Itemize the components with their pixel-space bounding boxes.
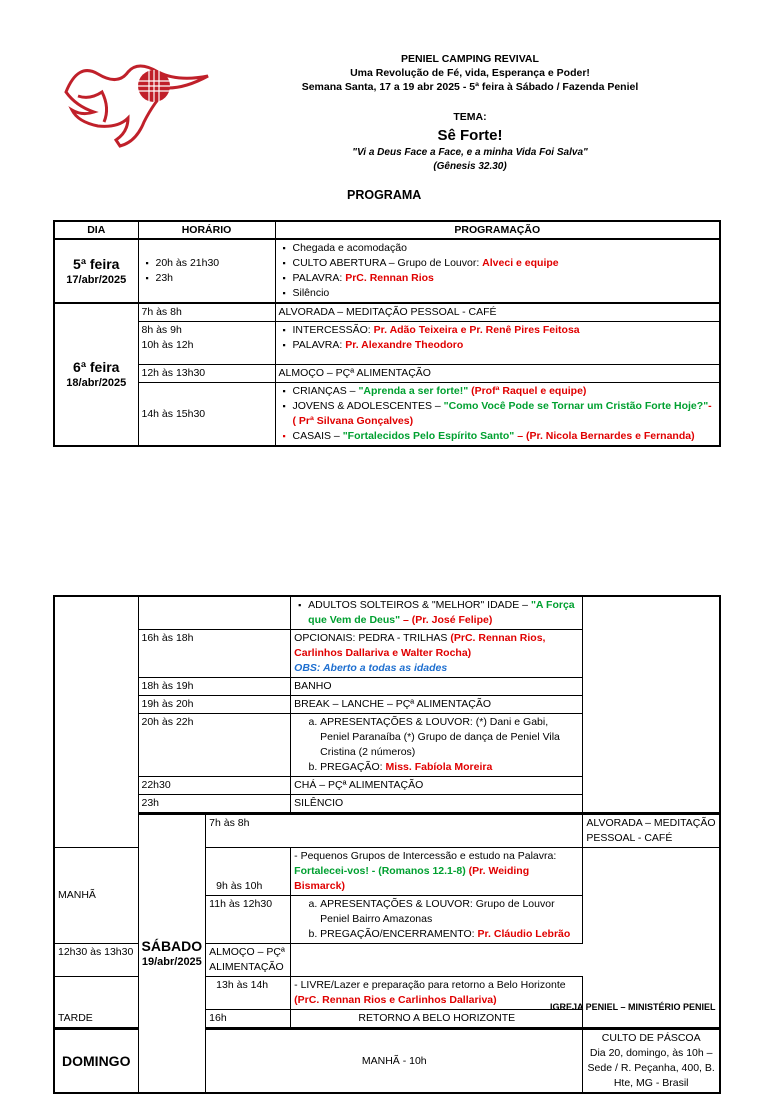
event-dates: Semana Santa, 17 a 19 abr 2025 - 5ª feira à Sábado / Fazenda Peniel xyxy=(301,81,639,93)
program-heading: PROGRAMA xyxy=(347,188,422,202)
time-cell xyxy=(138,322,275,365)
program-cell xyxy=(291,714,583,777)
item-text: CULTO DE PÁSCOA xyxy=(601,1032,701,1044)
program-cell xyxy=(275,383,720,447)
item-highlight: – (Pr. Nicola Bernardes e Fernanda) xyxy=(514,430,695,442)
table-row xyxy=(54,714,720,777)
item-highlight: – (Pr. José Felipe) xyxy=(400,614,493,626)
item-text: CRIANÇAS – xyxy=(292,385,359,397)
item-note: OBS: Aberto a todas as idades xyxy=(294,662,448,674)
program-cell: ALMOÇO – PÇª ALIMENTAÇÃO xyxy=(206,944,291,977)
list-item xyxy=(293,338,717,353)
list-item xyxy=(293,384,717,399)
theme-reference: (Gênesis 32.30) xyxy=(433,161,507,172)
table-row xyxy=(54,303,720,322)
item-highlight: PrC. Rennan Rios xyxy=(345,272,434,284)
event-subtitle: Uma Revolução de Fé, vida, Esperança e Poder! xyxy=(350,67,590,79)
time-cell: 16h xyxy=(206,1010,291,1029)
list-item: a. APRESENTAÇÕES & LOUVOR: (*) Dani e Gabi, Peniel Paranaíba (*) Grupo de dança de Peniel Vila Cristina (2 números) xyxy=(320,715,579,760)
time-cell: 19h às 20h xyxy=(138,696,291,714)
item-highlight: Alveci e equipe xyxy=(482,257,559,269)
time-cell: 13h às 14h xyxy=(206,977,291,1010)
item-theme: "Aprenda a ser forte!" xyxy=(358,385,469,397)
item-theme: Fortalecei-vos! - (Romanos 12.1-8) xyxy=(294,865,466,877)
time-cell: 12h às 13h30 xyxy=(138,365,275,383)
day-date: 19/abr/2025 xyxy=(141,956,202,968)
day-cell-sabado xyxy=(138,814,206,1094)
event-title: PENIEL CAMPING REVIVAL xyxy=(401,53,539,65)
program-cell xyxy=(275,239,720,303)
program-cell xyxy=(291,630,583,678)
list-item xyxy=(308,598,579,628)
list-item: a. APRESENTAÇÕES & LOUVOR: Grupo de Louvor Peniel Bairro Amazonas xyxy=(320,897,579,927)
item-highlight: (PrC. Rennan Rios e Carlinhos Dallariva) xyxy=(294,994,497,1006)
time-item: ▪ 23h xyxy=(156,271,272,286)
col-header-dia: DIA xyxy=(54,221,138,239)
day-name: 5ª feira xyxy=(73,255,120,272)
item-text: ADULTOS SOLTEIROS & "MELHOR" IDADE – xyxy=(308,599,531,611)
item-text: Dia 20, domingo, às 10h – Sede / R. Peçanha, 400, B. Hte, MG - Brasil xyxy=(587,1047,715,1089)
program-cell: ALVORADA – MEDITAÇÃO PESSOAL - CAFÉ xyxy=(583,814,720,848)
item-text: PALAVRA: xyxy=(292,339,346,351)
day-cell-sexta xyxy=(54,303,138,446)
list-item xyxy=(320,760,579,775)
day-name: SÁBADO xyxy=(141,938,203,954)
time-cell xyxy=(138,239,275,303)
theme-label: TEMA: xyxy=(453,111,487,123)
list-item xyxy=(320,927,579,942)
schedule-table-1 xyxy=(53,220,721,447)
item-text: CASAIS – xyxy=(292,430,343,442)
event-header xyxy=(210,52,730,94)
item-text: PREGAÇÃO: xyxy=(320,761,386,773)
program-cell: SILÊNCIO xyxy=(291,795,583,814)
day-cell-sexta-cont xyxy=(54,596,138,848)
day-name: 6ª feira xyxy=(73,359,120,375)
table-row xyxy=(54,696,720,714)
time-cell: 22h30 xyxy=(138,777,291,795)
program-cell: CHÁ – PÇª ALIMENTAÇÃO xyxy=(291,777,583,795)
time-cell: 20h às 22h xyxy=(138,714,291,777)
list-item: ▪ Silêncio xyxy=(293,286,717,301)
program-cell: BANHO xyxy=(291,678,583,696)
time-cell: 23h xyxy=(138,795,291,814)
time-item: ▪ 20h às 21h30 xyxy=(156,256,272,271)
list-item xyxy=(293,323,717,338)
time-cell: 11h às 12h30 xyxy=(206,896,291,944)
day-date: 18/abr/2025 xyxy=(66,377,127,389)
item-text: CULTO ABERTURA – Grupo de Louvor: xyxy=(292,257,483,269)
item-highlight: Pr. Alexandre Theodoro xyxy=(345,339,464,351)
item-theme: "Fortalecidos Pelo Espírito Santo" xyxy=(342,430,515,442)
col-header-programacao: PROGRAMAÇÃO xyxy=(275,221,720,239)
item-text: JOVENS & ADOLESCENTES – xyxy=(292,400,444,412)
table-row xyxy=(54,239,720,303)
table-row xyxy=(54,322,720,365)
table-row xyxy=(54,777,720,795)
program-cell: ALMOÇO – PÇª ALIMENTAÇÃO xyxy=(275,365,720,383)
item-highlight: (Pr. Weiding Bismarck) xyxy=(294,865,530,892)
item-text: INTERCESSÃO: xyxy=(292,324,374,336)
item-highlight: Pr. Adão Teixeira e Pr. Renê Pires Feitosa xyxy=(373,324,580,336)
table-row xyxy=(54,365,720,383)
time-cell: MANHÃ - 10h xyxy=(206,1029,583,1094)
table-row xyxy=(54,383,720,447)
peniel-logo-icon xyxy=(58,52,214,148)
table-row xyxy=(54,630,720,678)
item-highlight: (PrC. Rennan Rios, Carlinhos Dallariva e Walter Rocha) xyxy=(294,632,546,659)
item-highlight: - ( Prª Silvana Gonçalves) xyxy=(292,400,712,427)
program-cell xyxy=(291,596,583,630)
program-cell: BREAK – LANCHE – PÇª ALIMENTAÇÃO xyxy=(291,696,583,714)
day-cell-quinta xyxy=(54,239,138,303)
program-cell xyxy=(291,977,583,1010)
item-theme: "Como Você Pode se Tornar um Cristão Forte Hoje?" xyxy=(443,400,709,412)
program-cell xyxy=(291,848,583,896)
time-cell xyxy=(138,596,291,630)
theme-block xyxy=(210,110,730,174)
time-cell: 7h às 8h xyxy=(206,814,583,848)
program-cell: ALVORADA – MEDITAÇÃO PESSOAL - CAFÉ xyxy=(275,303,720,322)
schedule-table-2 xyxy=(53,595,721,1094)
item-highlight: Pr. Cláudio Lebrão xyxy=(477,928,571,940)
time-cell: 9h às 10h xyxy=(206,848,291,896)
item-text: - Pequenos Grupos de Intercessão e estudo na Palavra: xyxy=(294,850,557,862)
table-row xyxy=(54,795,720,814)
list-item xyxy=(293,256,717,271)
theme-title: Sê Forte! xyxy=(437,127,503,144)
program-cell xyxy=(583,1029,720,1094)
time-cell: 14h às 15h30 xyxy=(138,383,275,447)
time-item: 8h às 9h xyxy=(141,324,182,336)
item-highlight: Miss. Fabíola Moreira xyxy=(385,761,493,773)
table-row xyxy=(54,814,720,848)
list-item: ▪ Chegada e acomodação xyxy=(293,241,717,256)
program-cell xyxy=(291,896,583,944)
table-row xyxy=(54,678,720,696)
time-cell: 18h às 19h xyxy=(138,678,291,696)
day-cell-domingo xyxy=(54,1029,138,1094)
item-text: PALAVRA: xyxy=(292,272,346,284)
list-item xyxy=(293,271,717,286)
time-cell: 12h30 às 13h30 xyxy=(54,944,206,977)
theme-quote: "Vi a Deus Face a Face, e a minha Vida Foi Salva" xyxy=(352,147,588,158)
item-text: OPCIONAIS: PEDRA - TRILHAS xyxy=(294,632,451,644)
item-text: - LIVRE/Lazer e preparação para retorno a Belo Horizonte xyxy=(294,979,566,991)
table-row xyxy=(54,596,720,630)
col-header-horario: HORÁRIO xyxy=(138,221,275,239)
day-name: DOMINGO xyxy=(62,1053,131,1069)
item-theme: "A Força que Vem de Deus" xyxy=(308,599,575,626)
period-label: TARDE xyxy=(54,977,138,1029)
item-highlight: (Profª Raquel e equipe) xyxy=(468,385,587,397)
list-item xyxy=(293,429,717,444)
list-item xyxy=(293,399,717,429)
item-text: PREGAÇÃO/ENCERRAMENTO: xyxy=(320,928,478,940)
program-cell xyxy=(275,322,720,365)
period-label: MANHÃ xyxy=(54,848,138,944)
time-cell: 7h às 8h xyxy=(138,303,275,322)
time-cell: 16h às 18h xyxy=(138,630,291,678)
program-cell: RETORNO A BELO HORIZONTE xyxy=(291,1010,583,1029)
day-date: 17/abr/2025 xyxy=(66,273,127,286)
footer-church: IGREJA PENIEL – MINISTÉRIO PENIEL xyxy=(550,1002,716,1012)
time-item: 10h às 12h xyxy=(141,339,194,351)
